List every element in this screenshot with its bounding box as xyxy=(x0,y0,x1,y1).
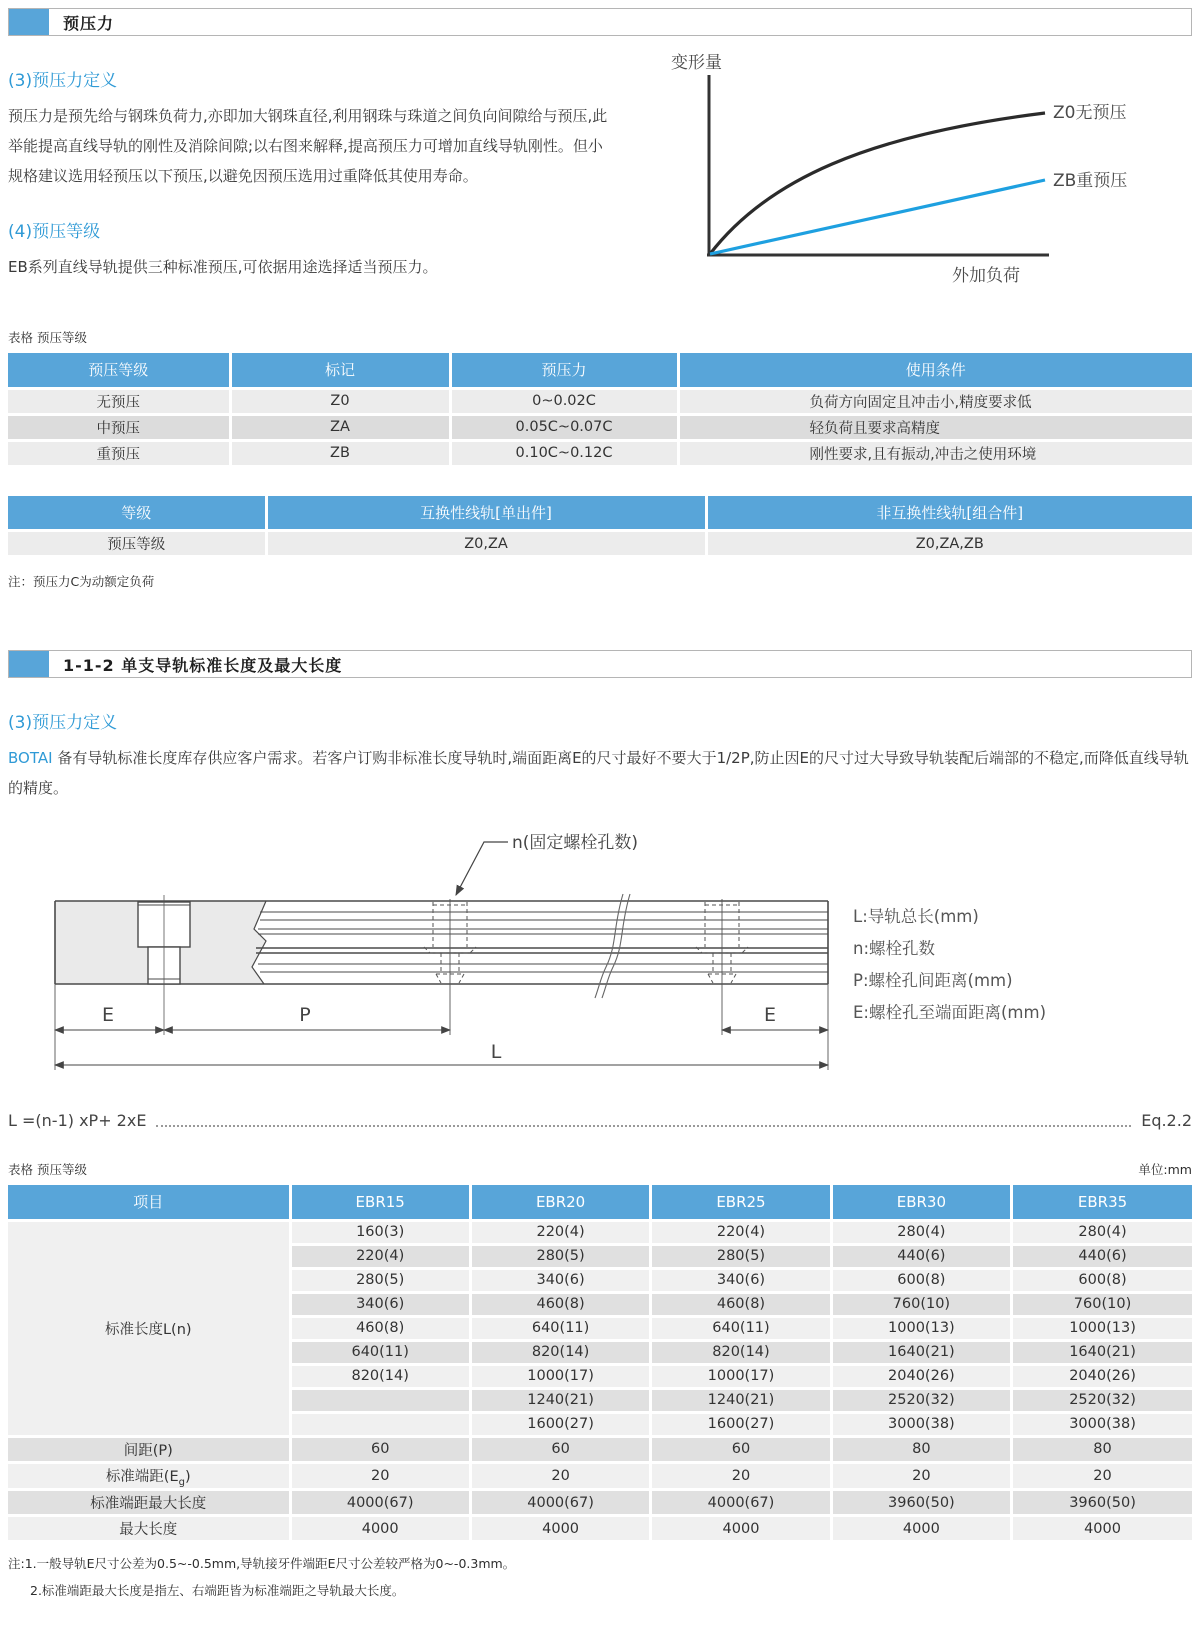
table-cell: 760(10) xyxy=(1012,1292,1192,1316)
table-cell: 1000(17) xyxy=(651,1364,831,1388)
curve-label-zb: ZB重预压 xyxy=(1053,171,1128,191)
table-cell: 220(4) xyxy=(290,1244,470,1268)
rail-break-marks xyxy=(595,894,630,998)
legend-item-n: n:螺栓孔数 xyxy=(853,939,936,958)
length-table-caption-row xyxy=(8,1160,1192,1178)
table-row xyxy=(8,1462,1192,1490)
preload-definition-text: 预压力是预先给与钢珠负荷力,亦即加大钢珠直径,利用钢珠与珠道之间负向间隙给与预压,此举能提高直线导轨的刚性及消除间隙;以右图来解释,提高预压力可增加直线导轨刚性。但小规格建议选用轻预压以下预压,以避免因预压选用过重降低其使用寿命。 xyxy=(8,107,608,185)
table-cell: Z0,ZA,ZB xyxy=(706,531,1192,557)
table-row xyxy=(8,1516,1192,1542)
table-cell: 4000 xyxy=(1012,1516,1192,1542)
table-cell: 2520(32) xyxy=(831,1388,1011,1412)
rail-length-diagram xyxy=(8,817,1192,1085)
table-cell: 280(5) xyxy=(651,1244,831,1268)
note-line-1: 注:1.一般导轨E尺寸公差为0.5~-0.5mm,导轨接牙件端距E尺寸公差较严格为0~-0.3mm。 xyxy=(8,1556,516,1572)
column-header: EBR20 xyxy=(470,1185,650,1220)
length-formula-row xyxy=(8,1111,1192,1130)
table-cell: 1240(21) xyxy=(651,1388,831,1412)
length-table xyxy=(8,1185,1192,1543)
column-header: 预压力 xyxy=(450,353,678,388)
table-cell: 轻负荷且要求高精度 xyxy=(678,414,1192,440)
section-header-preload xyxy=(8,8,1192,36)
table-cell xyxy=(290,1412,470,1436)
table-cell: 4000 xyxy=(290,1516,470,1542)
table-row xyxy=(8,440,1192,466)
table-cell: 820(14) xyxy=(651,1340,831,1364)
row-label: 间距(P) xyxy=(8,1436,290,1462)
dimension-extension-lines xyxy=(55,984,828,1070)
header-row xyxy=(8,1185,1192,1220)
table-cell: 0~0.02C xyxy=(450,388,678,414)
table-cell: 3000(38) xyxy=(831,1412,1011,1436)
table-row xyxy=(8,414,1192,440)
table-cell: Z0 xyxy=(230,388,450,414)
bolt-hole-dashed xyxy=(424,902,748,983)
unit-label: 单位:mm xyxy=(1138,1162,1192,1177)
table-cell: 3960(50) xyxy=(831,1490,1011,1516)
table-cell: 60 xyxy=(470,1436,650,1462)
section-title: 1-1-2 单支导轨标准长度及最大长度 xyxy=(63,655,343,675)
table-cell: 280(5) xyxy=(470,1244,650,1268)
grade-table xyxy=(8,496,1192,559)
curve-z0-no-preload xyxy=(710,113,1045,254)
table-cell: 负荷方向固定且冲击小,精度要求低 xyxy=(678,388,1192,414)
table-cell: 760(10) xyxy=(831,1292,1011,1316)
table-cell: 20 xyxy=(651,1462,831,1490)
table-cell: 340(6) xyxy=(290,1292,470,1316)
header-row xyxy=(8,353,1192,388)
table-cell: 1600(27) xyxy=(651,1412,831,1436)
column-header: 等级 xyxy=(8,496,266,531)
table-cell: 4000 xyxy=(470,1516,650,1542)
table-cell: 无预压 xyxy=(8,388,230,414)
table-cell: 2040(26) xyxy=(1012,1364,1192,1388)
column-header: 预压等级 xyxy=(8,353,230,388)
table-cell: 440(6) xyxy=(831,1244,1011,1268)
rail-side-lines xyxy=(256,912,828,972)
table-cell: 1600(27) xyxy=(470,1412,650,1436)
table-cell: 460(8) xyxy=(470,1292,650,1316)
rail-diagram-wrap xyxy=(8,817,1192,1089)
table-cell: 60 xyxy=(290,1436,470,1462)
length-table-head xyxy=(8,1185,1192,1220)
table-cell: ZA xyxy=(230,414,450,440)
dim-label-p: P xyxy=(299,1004,311,1026)
table-cell: ZB xyxy=(230,440,450,466)
table-cell: 4000 xyxy=(831,1516,1011,1542)
table-cell: 280(5) xyxy=(290,1268,470,1292)
table-cell: 460(8) xyxy=(290,1316,470,1340)
deformation-load-chart xyxy=(647,50,1192,290)
table-row xyxy=(8,1490,1192,1516)
equation-number: Eq.2.2 xyxy=(1141,1111,1192,1130)
dotted-leader xyxy=(156,1115,1131,1127)
dim-label-e-right: E xyxy=(763,1004,777,1026)
legend-item-p: P:螺栓孔间距离(mm) xyxy=(853,971,1013,990)
table-cell: 1000(13) xyxy=(1012,1316,1192,1340)
table-cell: 重预压 xyxy=(8,440,230,466)
table-cell: 640(11) xyxy=(651,1316,831,1340)
table-cell: 280(4) xyxy=(1012,1220,1192,1244)
row-label: 标准端距$(E_g)$ xyxy=(8,1462,290,1490)
note-line-2: 2.标准端距最大长度是指左、右端距皆为标准端距之导轨最大长度。 xyxy=(30,1583,405,1599)
table-row xyxy=(8,531,1192,557)
table-cell: 1640(21) xyxy=(1012,1340,1192,1364)
grade-table-body xyxy=(8,531,1192,557)
blue-accent-block xyxy=(9,651,49,677)
table-cell: 4000(67) xyxy=(651,1490,831,1516)
preload-definition-heading: (3)预压力定义 xyxy=(8,71,118,91)
table-cell: 820(14) xyxy=(470,1340,650,1364)
curve-label-z0: Z0无预压 xyxy=(1053,103,1127,123)
table-cell: 80 xyxy=(1012,1436,1192,1462)
table-cell: 1640(21) xyxy=(831,1340,1011,1364)
table-cell: 340(6) xyxy=(470,1268,650,1292)
table-cell: 0.10C~0.12C xyxy=(450,440,678,466)
table-row xyxy=(8,388,1192,414)
y-axis-label: 变形量 xyxy=(671,53,722,73)
callout-leader xyxy=(456,842,508,895)
table-cell: 1000(17) xyxy=(470,1364,650,1388)
grade-table-head xyxy=(8,496,1192,531)
preload-table xyxy=(8,353,1192,468)
table-cell: 0.05C~0.07C xyxy=(450,414,678,440)
table-cell: Z0,ZA xyxy=(266,531,706,557)
table-cell: 80 xyxy=(831,1436,1011,1462)
deformation-chart-wrap xyxy=(647,36,1192,294)
column-header: 使用条件 xyxy=(678,353,1192,388)
table-cell: 600(8) xyxy=(1012,1268,1192,1292)
section-header-length xyxy=(8,650,1192,678)
legend-item-l: L:导轨总长(mm) xyxy=(853,907,979,926)
brand-name: BOTAI xyxy=(8,749,53,767)
preload-grade-text: EB系列直线导轨提供三种标准预压,可依据用途选择适当预压力。 xyxy=(8,258,438,276)
length-formula: L =(n-1) xP+ 2xE xyxy=(8,1111,147,1130)
dim-label-l: L xyxy=(490,1041,502,1063)
table-cell: 160(3) xyxy=(290,1220,470,1244)
section-title: 预压力 xyxy=(63,13,115,33)
preload-grade-heading: (4)预压等级 xyxy=(8,222,101,242)
length-table-caption: 表格 预压等级 xyxy=(8,1162,87,1177)
blue-accent-block xyxy=(9,9,49,35)
column-header: 项目 xyxy=(8,1185,290,1220)
table-cell: 4000 xyxy=(651,1516,831,1542)
legend-item-e: E:螺栓孔至端面距离(mm) xyxy=(853,1003,1047,1022)
row-label: 最大长度 xyxy=(8,1516,290,1542)
column-header: 互换性线轨[单出件] xyxy=(266,496,706,531)
table-cell: 20 xyxy=(470,1462,650,1490)
column-header: EBR15 xyxy=(290,1185,470,1220)
table-cell: 440(6) xyxy=(1012,1244,1192,1268)
column-header: EBR30 xyxy=(831,1185,1011,1220)
table-cell: 460(8) xyxy=(651,1292,831,1316)
length-definition-text xyxy=(8,743,1192,803)
table-cell: 刚性要求,且有振动,冲击之使用环境 xyxy=(678,440,1192,466)
table-cell: 220(4) xyxy=(470,1220,650,1244)
table-cell: 280(4) xyxy=(831,1220,1011,1244)
x-axis-label: 外加负荷 xyxy=(952,266,1020,286)
column-header: EBR35 xyxy=(1012,1185,1192,1220)
table-cell: 60 xyxy=(651,1436,831,1462)
preload-table-caption: 表格 预压等级 xyxy=(8,330,87,345)
curve-zb-heavy-preload xyxy=(710,180,1045,254)
table-row xyxy=(8,1436,1192,1462)
table-cell: 2040(26) xyxy=(831,1364,1011,1388)
table-cell: 600(8) xyxy=(831,1268,1011,1292)
grade-table-note: 注：预压力C为动额定负荷 xyxy=(8,574,155,589)
table-cell: 预压等级 xyxy=(8,531,266,557)
length-table-body xyxy=(8,1220,1192,1542)
table-cell: 2520(32) xyxy=(1012,1388,1192,1412)
table-cell: 20 xyxy=(290,1462,470,1490)
dimension-lines xyxy=(55,1030,828,1065)
table-cell: 3000(38) xyxy=(1012,1412,1192,1436)
column-header: 标记 xyxy=(230,353,450,388)
table-cell: 1000(13) xyxy=(831,1316,1011,1340)
length-table-notes xyxy=(8,1553,1192,1601)
preload-definition-column xyxy=(8,36,608,294)
table-cell: 4000(67) xyxy=(470,1490,650,1516)
table-cell: 220(4) xyxy=(651,1220,831,1244)
header-row xyxy=(8,496,1192,531)
column-header: 非互换性线轨[组合件] xyxy=(706,496,1192,531)
table-cell: 3960(50) xyxy=(1012,1490,1192,1516)
table-cell: 20 xyxy=(831,1462,1011,1490)
table-cell: 4000(67) xyxy=(290,1490,470,1516)
table-row xyxy=(8,1220,1192,1244)
row-group-label: 标准长度L(n) xyxy=(8,1220,290,1436)
preload-table-head xyxy=(8,353,1192,388)
table-cell: 340(6) xyxy=(651,1268,831,1292)
table-cell: 1240(21) xyxy=(470,1388,650,1412)
bolt-count-callout: n(固定螺栓孔数) xyxy=(512,833,639,853)
table-cell: 640(11) xyxy=(290,1340,470,1364)
dim-label-e-left: E xyxy=(101,1004,115,1026)
table-cell: 20 xyxy=(1012,1462,1192,1490)
length-definition-body: 备有导轨标准长度库存供应客户需求。若客户订购非标准长度导轨时,端面距离E的尺寸最好不要大于1/2P,防止因E的尺寸过大导致导轨装配后端部的不稳定,而降低直线导轨的精度。 xyxy=(8,749,1189,797)
length-definition-heading: (3)预压力定义 xyxy=(8,713,118,733)
hole-centerlines xyxy=(450,899,722,1035)
row-label: 标准端距最大长度 xyxy=(8,1490,290,1516)
table-cell xyxy=(290,1388,470,1412)
table-cell: 中预压 xyxy=(8,414,230,440)
table-cell: 640(11) xyxy=(470,1316,650,1340)
diagram-legend xyxy=(853,907,1046,1022)
top-columns xyxy=(8,36,1192,294)
table-cell: 820(14) xyxy=(290,1364,470,1388)
column-header: EBR25 xyxy=(651,1185,831,1220)
preload-table-body xyxy=(8,388,1192,466)
